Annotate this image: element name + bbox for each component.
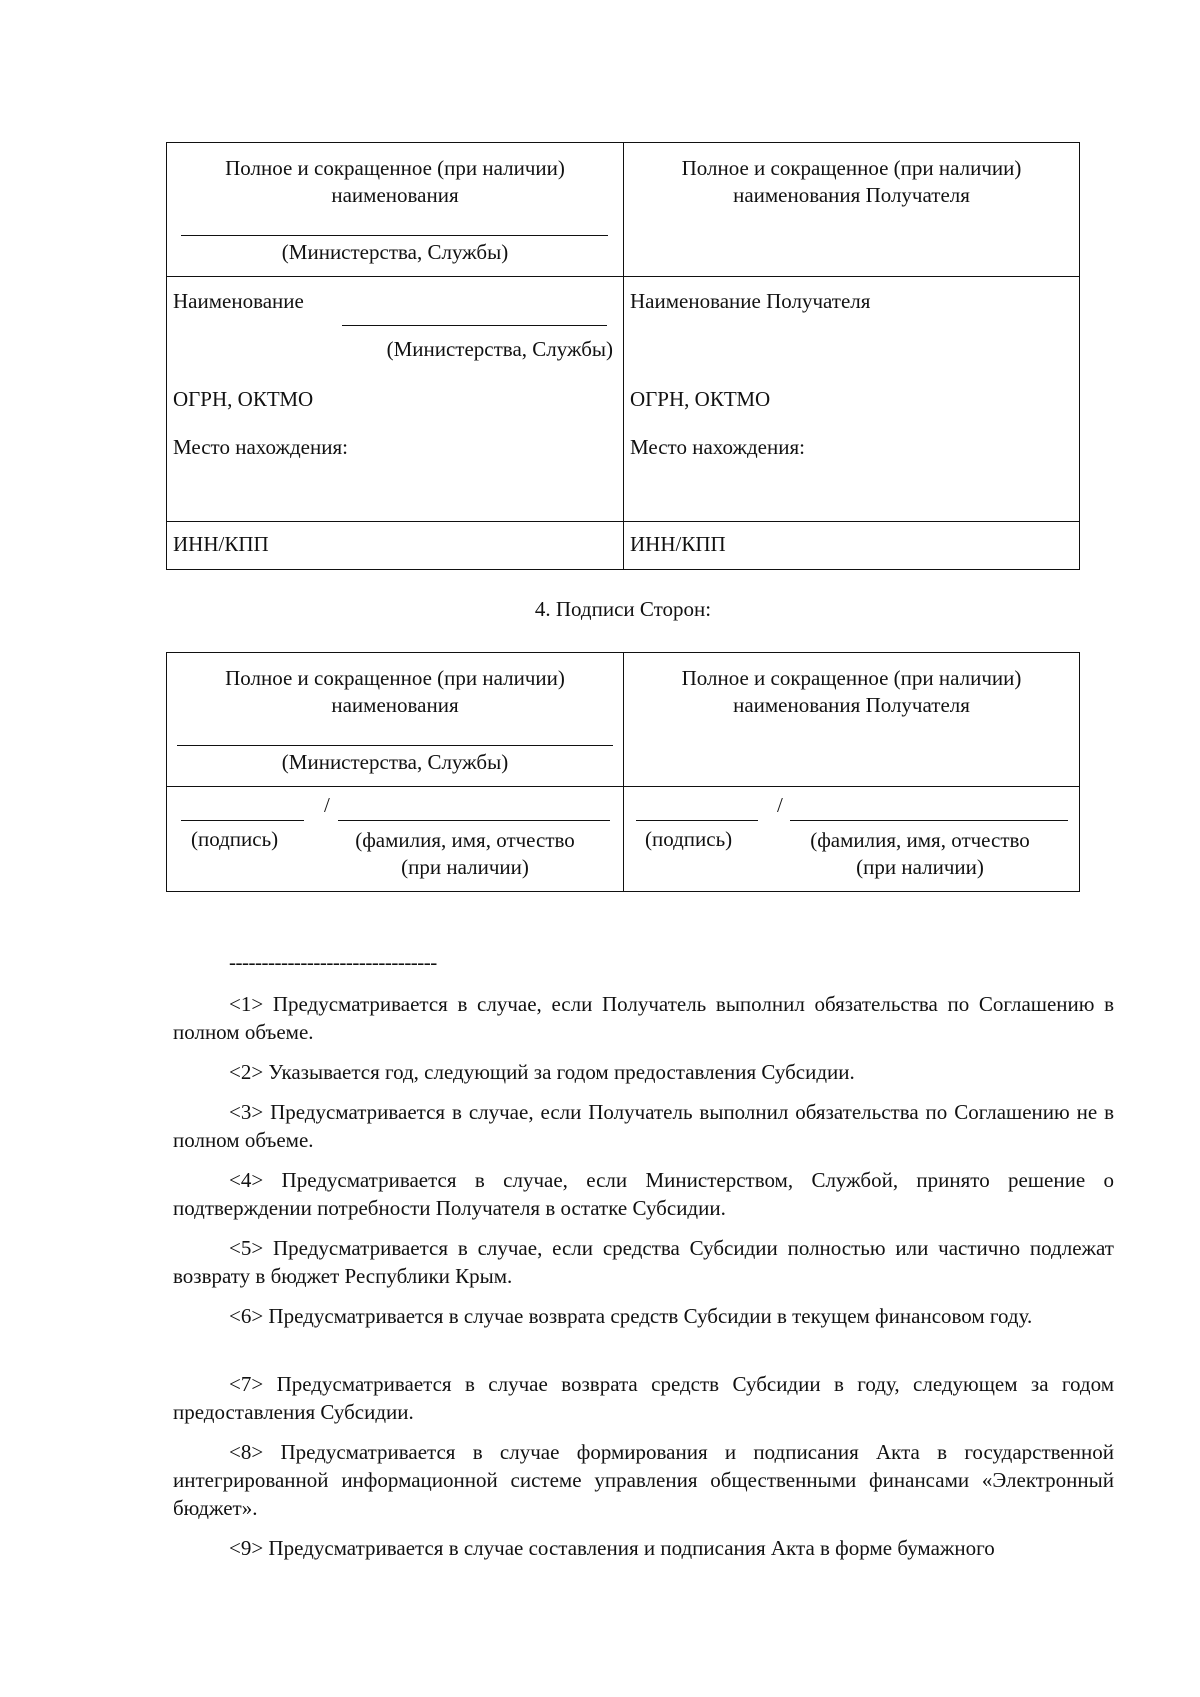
requisites-header-ministry (167, 143, 624, 276)
slash: / (324, 793, 330, 817)
inn-kpp-label: ИНН/КПП (630, 532, 726, 556)
requisites-header-row (167, 143, 1079, 276)
fio-caption-line: (фамилия, имя, отчество (355, 828, 575, 852)
fio-line (338, 820, 610, 821)
requisites-body-row (167, 276, 1079, 521)
footnote-5: <5> Предусматривается в случае, если средства Субсидии полностью или частично подлежат возврату в бюджет Республики Крым. (173, 1236, 1114, 1288)
signature-caption: (подпись) (645, 827, 733, 851)
signatures-header-row (167, 653, 1079, 786)
signatures-sign-row (167, 786, 1079, 891)
header-line: Полное и сокращенное (при наличии) (681, 156, 1022, 180)
footnote-3: <3> Предусматривается в случае, если Получатель выполнил обязательства по Соглашению не в полном объеме. (173, 1100, 1114, 1152)
requisites-table (166, 142, 1080, 570)
fio-caption-line: (фамилия, имя, отчество (810, 828, 1030, 852)
footnote-4: <4> Предусматривается в случае, если Министерством, Службой, принято решение о подтверждении потребности Получателя в остатке Субсидии. (173, 1168, 1114, 1220)
signatures-header-ministry (167, 653, 624, 786)
footnote-9: <9> Предусматривается в случае составления и подписания Акта в форме бумажного (229, 1536, 995, 1560)
header-line: наименования Получателя (733, 693, 970, 717)
sign-recipient-cell (624, 787, 1079, 891)
header-line: Полное и сокращенное (при наличии) (225, 666, 565, 690)
signature-line (636, 820, 758, 821)
requisites-inn-row (167, 521, 1079, 569)
fill-line (181, 235, 608, 236)
requisites-body-ministry (167, 277, 624, 521)
signatures-header-recipient (624, 653, 1079, 786)
location-label: Место нахождения: (173, 435, 348, 459)
footnote-2: <2> Указывается год, следующий за годом предоставления Субсидии. (229, 1060, 855, 1084)
inn-kpp-label: ИНН/КПП (173, 532, 269, 556)
signature-caption: (подпись) (191, 827, 279, 851)
header-line: наименования (331, 183, 459, 207)
requisites-body-recipient (624, 277, 1079, 521)
ogrn-oktmo-label: ОГРН, ОКТМО (630, 387, 771, 411)
header-line: наименования Получателя (733, 183, 970, 207)
fill-line (177, 745, 613, 746)
header-line: наименования (331, 693, 459, 717)
footnote-8: <8> Предусматривается в случае формирования и подписания Акта в государственной интегрированной информационной системе управления общественными финансами «Электронный бюджет». (173, 1440, 1114, 1520)
footnote-separator: -------------------------------- (229, 950, 437, 974)
ministry-caption: (Министерства, Службы) (281, 750, 509, 774)
header-line: Полное и сокращенное (при наличии) (681, 666, 1022, 690)
ministry-caption: (Министерства, Службы) (281, 240, 509, 264)
section-title: 4. Подписи Сторон: (534, 597, 712, 621)
signature-line (181, 820, 304, 821)
inn-ministry-cell (167, 522, 624, 569)
fio-line (790, 820, 1068, 821)
requisites-header-recipient (624, 143, 1079, 276)
fio-caption-line: (при наличии) (856, 855, 984, 879)
sign-ministry-cell (167, 787, 624, 891)
fio-caption-line: (при наличии) (401, 855, 529, 879)
signatures-table (166, 652, 1080, 892)
inn-recipient-cell (624, 522, 1079, 569)
footnote-6: <6> Предусматривается в случае возврата средств Субсидии в текущем финансовом году. (229, 1304, 1033, 1328)
name-label: Наименование (173, 289, 304, 313)
fio-caption (782, 827, 1058, 881)
name-label: Наименование Получателя (630, 289, 871, 313)
ogrn-oktmo-label: ОГРН, ОКТМО (173, 387, 314, 411)
slash: / (777, 793, 783, 817)
fill-line (342, 325, 607, 326)
footnote-7: <7> Предусматривается в случае возврата средств Субсидии в году, следующем за годом предоставления Субсидии. (173, 1372, 1114, 1424)
location-label: Место нахождения: (630, 435, 805, 459)
header-line: Полное и сокращенное (при наличии) (225, 156, 565, 180)
ministry-caption: (Министерства, Службы) (386, 337, 613, 361)
footnote-1: <1> Предусматривается в случае, если Получатель выполнил обязательства по Соглашению в полном объеме. (173, 992, 1114, 1044)
fio-caption (327, 827, 603, 881)
